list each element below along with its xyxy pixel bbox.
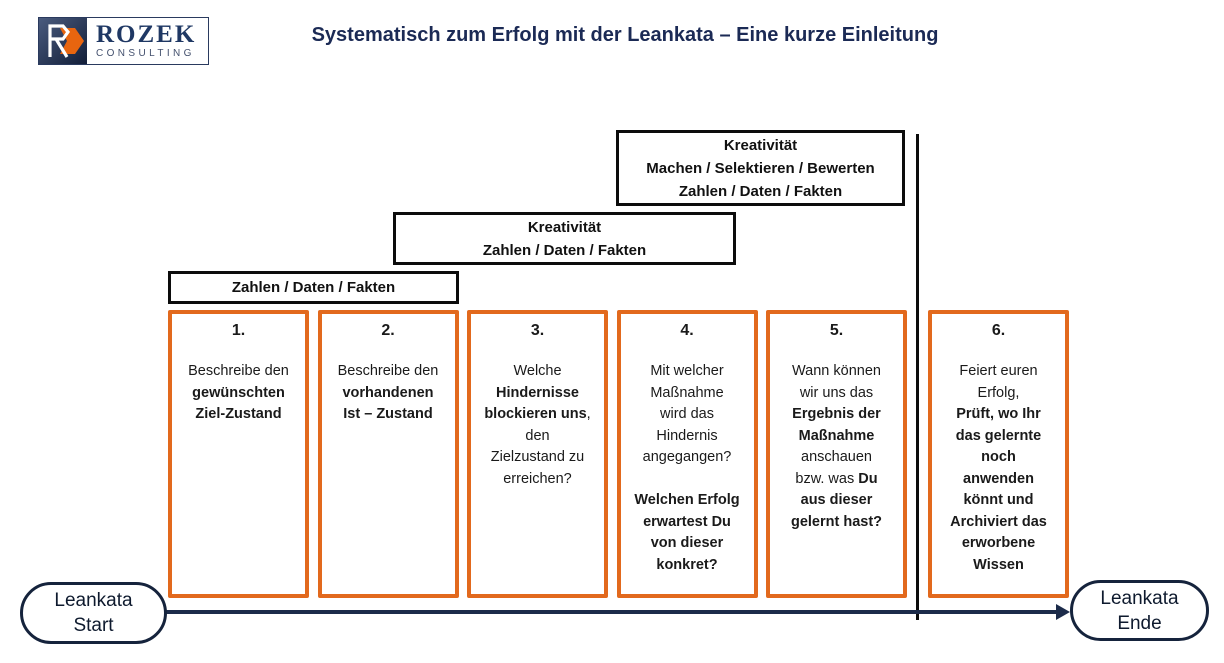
step-text: Welche Hindernisse blockieren uns, den Zielzustand zu erreichen? [484, 363, 591, 487]
step-number: 3. [530, 322, 545, 339]
step-text: Mit welcher Maßnahme wird das Hindernis angegangen? Welchen Erfolg erwartest Du von dieser konkret? [634, 363, 740, 573]
step-box-3 [467, 310, 608, 598]
step-box-1 [168, 310, 309, 598]
steps-row [168, 310, 1069, 598]
step-number: 2. [381, 322, 395, 339]
stage-label-2: Kreativität Zahlen / Daten / Fakten [393, 212, 736, 265]
timeline-arrowhead-icon [1056, 604, 1070, 620]
step-text: Wann können wir uns das Ergebnis der Maßnahme anschauen bzw. was Du aus dieser gelernt hast? [790, 363, 883, 530]
step-box-6 [928, 310, 1069, 598]
logo-name: ROZEK [96, 20, 197, 48]
stage-label-1: Zahlen / Daten / Fakten [168, 271, 459, 304]
step-text: Beschreibe den vorhandenen Ist – Zustand [337, 363, 439, 422]
step-number: 1. [231, 322, 246, 339]
step-box-4 [617, 310, 758, 598]
page-title: Systematisch zum Erfolg mit der Leankata – Eine kurze Einleitung [311, 24, 939, 46]
step-box-5 [766, 310, 907, 598]
step-text: Feiert euren Erfolg, Prüft, wo Ihr das gelernte noch anwenden könnt und Archiviert das erworbene Wissen [950, 363, 1047, 573]
logo-subtitle: CONSULTING [96, 47, 195, 59]
leankata-end-node: Leankata Ende [1070, 580, 1209, 641]
step-box-2 [318, 310, 459, 598]
timeline-arrow-line [163, 610, 1059, 614]
leankata-start-node: Leankata Start [20, 582, 167, 644]
step-number: 4. [680, 322, 694, 339]
stage-label-3: Kreativität Machen / Selektieren / Bewerten Zahlen / Daten / Fakten [616, 130, 905, 206]
step-text: Beschreibe den gewünschten Ziel-Zustand [188, 363, 289, 422]
step-number: 5. [829, 322, 844, 339]
step-number: 6. [991, 322, 1006, 339]
